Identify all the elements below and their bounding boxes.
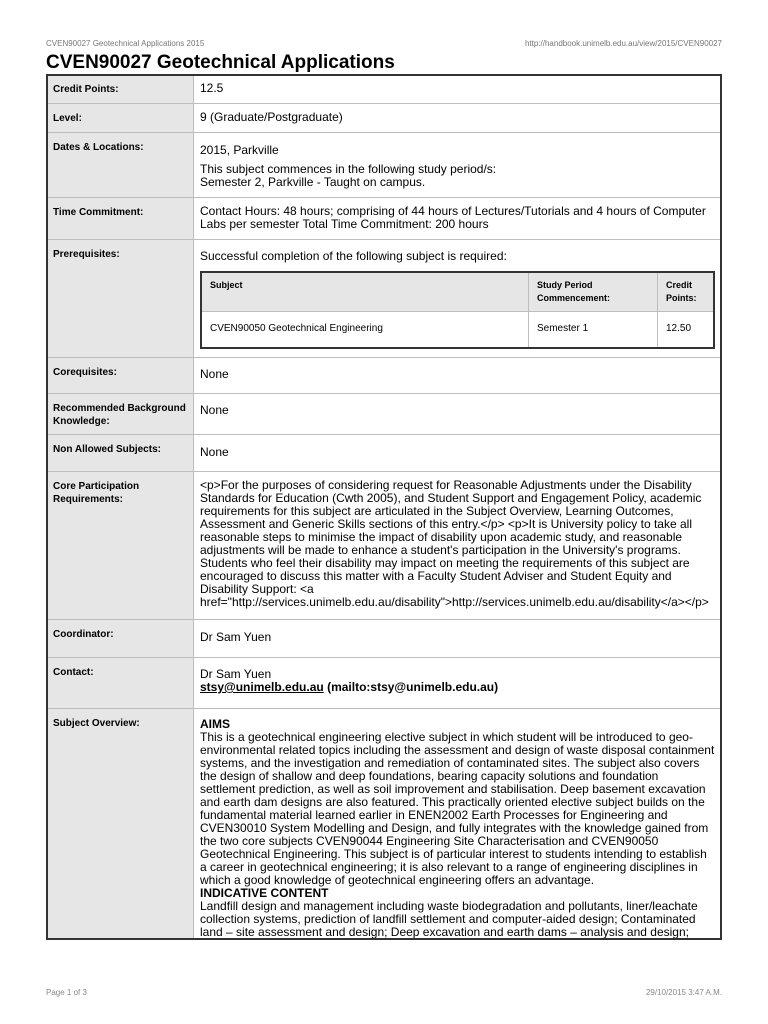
contact-label: Contact: [47, 658, 194, 709]
prereq-col-credit: Credit Points: [658, 272, 715, 312]
table-row [201, 312, 714, 349]
overview-label: Subject Overview: [47, 709, 194, 941]
overview-cell [194, 709, 722, 941]
row-contact [47, 658, 722, 709]
coreq-label: Corequisites: [47, 358, 194, 394]
row-subject-overview [47, 709, 722, 941]
prereq-col-period: Study Period Commencement: [529, 272, 658, 312]
page-number: Page 1 of 3 [46, 988, 87, 997]
row-credit-points [47, 75, 722, 104]
content-text: Landfill design and management including waste biodegradation and pollutants, liner/leachate collection systems, prediction of landfill settlement and computer-aided design; Contaminated land – site assessment and design; Deep excavation and earth dams – analysis and design; [200, 899, 698, 939]
coordinator-value: Dr Sam Yuen [194, 620, 722, 658]
page-title: CVEN90027 Geotechnical Applications [46, 52, 395, 73]
recommended-label: Recommended Background Knowledge: [47, 394, 194, 435]
prereq-table [200, 271, 715, 349]
prereq-period-cell: Semester 1 [529, 312, 658, 349]
content-heading: INDICATIVE CONTENT [200, 886, 329, 900]
page-header-url: http://handbook.unimelb.edu.au/view/2015/CVEN90027 [524, 39, 722, 48]
coreq-value: None [194, 358, 722, 394]
time-label: Time Commitment: [47, 198, 194, 240]
dates-label: Dates & Locations: [47, 133, 194, 198]
page-header-title: CVEN90027 Geotechnical Applications 2015 [46, 39, 205, 48]
recommended-value: None [194, 394, 722, 435]
row-coordinator [47, 620, 722, 658]
contact-email-link[interactable]: stsy@unimelb.edu.au [200, 680, 324, 694]
prereq-credit-cell: 12.50 [658, 312, 715, 349]
prereq-intro: Successful completion of the following subject is required: [200, 249, 507, 263]
row-dates-locations [47, 133, 722, 198]
row-corequisites [47, 358, 722, 394]
print-timestamp: 29/10/2015 3:47 A.M. [645, 988, 722, 997]
contact-name: Dr Sam Yuen [200, 667, 272, 681]
contact-cell [194, 658, 722, 709]
non-allowed-label: Non Allowed Subjects: [47, 435, 194, 472]
prereq-cell [194, 240, 722, 358]
dates-year-campus: 2015, Parkville [200, 143, 279, 157]
prereq-col-subject: Subject [201, 272, 529, 312]
non-allowed-value: None [194, 435, 722, 472]
row-recommended-knowledge [47, 394, 722, 435]
row-non-allowed [47, 435, 722, 472]
coordinator-label: Coordinator: [47, 620, 194, 658]
row-time-commitment [47, 198, 722, 240]
prereq-subject-cell: CVEN90050 Geotechnical Engineering [201, 312, 529, 349]
prereq-header-row [201, 272, 714, 312]
prereq-label: Prerequisites: [47, 240, 194, 358]
time-value: Contact Hours: 48 hours; comprising of 44 hours of Lectures/Tutorials and 4 hours of Computer Labs per semester Total Time Commitment: 200 hours [194, 198, 722, 240]
credit-points-value: 12.5 [194, 75, 722, 104]
level-label: Level: [47, 104, 194, 133]
dates-commences: This subject commences in the following study period/s: [200, 162, 497, 176]
aims-text: This is a geotechnical engineering elective subject in which student will be introduced to geo-environmental related topics including the assessment and design of waste disposal containment systems, and the investigation and remediation of contaminated sites. The subject also covers the design of shallow and deep foundations, bearing capacity solutions and foundation settlement prediction, as well as soil improvement and stabilisation. Deep basement excavation and earth dam designs are also featured. This practically oriented elective subject builds on the fundamental material learned earlier in ENEN2002 Earth Processes for Engineering and CVEN30010 System Modelling and Design, and fully integrates with the knowledge gained from the two core subjects CVEN90044 Engineering Site Characterisation and CVEN90050 Geotechnical Engineering. This subject is of particular interest to students intending to establish a career in geotechnical engineering; it is also relevant to a range of engineering disciplines in which a good knowledge of geotechnical engineering offers an advantage. [200, 730, 715, 887]
dates-semester: Semester 2, Parkville - Taught on campus. [200, 175, 426, 189]
subject-details-table [46, 74, 722, 940]
credit-points-label: Credit Points: [47, 75, 194, 104]
row-prerequisites [47, 240, 722, 358]
core-participation-value: <p>For the purposes of considering request for Reasonable Adjustments under the Disability Standards for Education (Cwth 2005), and Student Support and Engagement Policy, academic requirements for this subject are articulated in the Subject Overview, Learning Outcomes, Assessment and Generic Skills sections of this entry.</p> <p>It is University policy to take all reasonable steps to minimise the impact of disability upon academic study, and reasonable adjustments will be made to enhance a student's participation in the University's programs. Students who feel their disability may impact on meeting the requirements of this subject are encouraged to discuss this matter with a Faculty Student Adviser and Student Equity and Disability Support: <a href="http://services.unimelb.edu.au/disability">http://services.unimelb.edu.au/disability</a></p> [194, 472, 722, 620]
aims-heading: AIMS [200, 717, 230, 731]
level-value: 9 (Graduate/Postgraduate) [194, 104, 722, 133]
core-participation-label: Core Participation Requirements: [47, 472, 194, 620]
row-level [47, 104, 722, 133]
dates-cell [194, 133, 722, 198]
contact-mailto: (mailto:stsy@unimelb.edu.au) [323, 680, 499, 694]
row-core-participation [47, 472, 722, 620]
contact-email-line [200, 681, 715, 694]
